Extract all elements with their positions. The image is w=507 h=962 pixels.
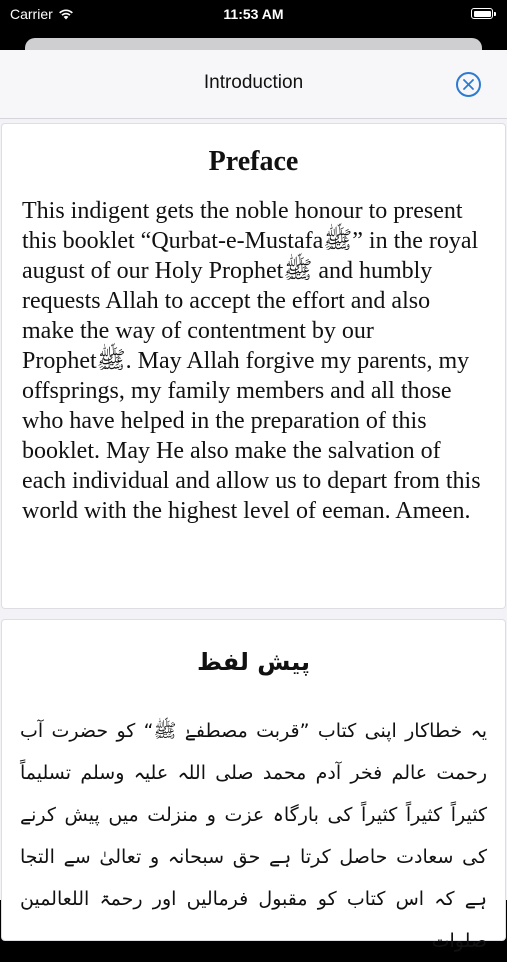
preface-card-english: [2, 124, 505, 608]
battery-icon: [471, 8, 493, 19]
page-title: Introduction: [203, 72, 304, 93]
introduction-sheet: [0, 50, 507, 952]
navigation-bar: [0, 50, 507, 119]
preface-body: This indigent gets the noble honour to present this booklet “Qurbat-e-Mustafaﷺ” in the royal august of our Holy Prophetﷺ and humbly requests Allah to accept the effort and also make the way of contentment by our Prophetﷺ. May Allah forgive my parents, my offsprings, my family members and all those who have helped in the preparation of this booklet. May He also make the salvation of each individual and allow us to depart from this world with the highest level of eeman. Ameen.: [22, 198, 481, 524]
urdu-preface-body: یہ خطاکار اپنی کتاب ”قربت مصطفےٰ ﷺ“ کو حضرت آب رحمت عالم فخر آدم محمد صلی اللہ علیہ وسلم تسلیماً کثیراً کثیراً کثیراً کی بارگاہ عزت و منزلت میں پیش کرنے کی سعادت حاصل کرتا ہے حق سبحانہ و تعالیٰ سے التجا ہے کہ اس کتاب کو مقبول فرمالیں اور رحمۃ اللعالمین صلوات: [20, 720, 487, 952]
status-bar: [0, 0, 507, 30]
carrier-label: Carrier: [10, 6, 53, 22]
close-button[interactable]: [456, 72, 481, 97]
close-icon: [463, 79, 474, 90]
status-time: 11:53 AM: [223, 6, 284, 22]
preface-title: Preface: [208, 146, 299, 177]
preface-card-urdu: [2, 620, 505, 952]
urdu-preface-title: پیش لفظ: [196, 648, 311, 676]
